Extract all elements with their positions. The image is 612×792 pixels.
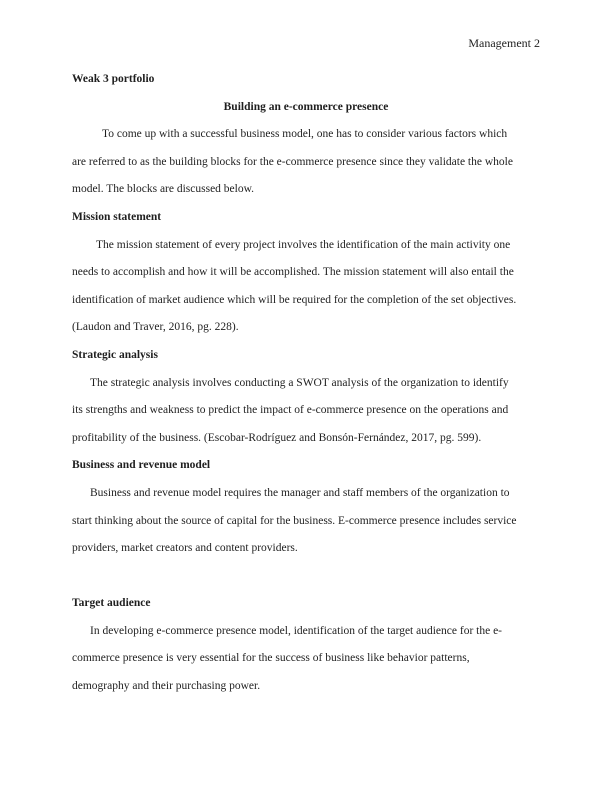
section-heading: Business and revenue model (72, 459, 211, 472)
paragraph-line: In developing e-commerce presence model, identification of the target audience for the e- (90, 624, 503, 637)
paragraph-line: start thinking about the source of capital for the business. E-commerce presence includes service (72, 514, 517, 527)
paragraph-line: its strengths and weakness to predict the impact of e-commerce presence on the operations and (72, 404, 509, 417)
intro-paragraph (72, 126, 540, 209)
document-body (72, 71, 540, 706)
paragraph-line: are referred to as the building blocks for the e-commerce presence since they validate the whole (72, 155, 513, 168)
section-paragraph (72, 237, 540, 347)
paragraph-line: needs to accomplish and how it will be accomplished. The mission statement will also entail the (72, 266, 514, 279)
paragraph-line: providers, market creators and content providers. (72, 542, 298, 555)
paragraph-line: identification of market audience which will be required for the completion of the set objectives. (72, 293, 517, 306)
section-heading: Mission statement (72, 210, 162, 223)
paragraph-line: The mission statement of every project involves the identification of the main activity one (96, 238, 511, 251)
paragraph-line: profitability of the business. (Escobar-Rodríguez and Bonsón-Fernández, 2017, pg. 599). (72, 431, 482, 444)
paragraph-line: commerce presence is very essential for the success of business like behavior patterns, (72, 652, 470, 665)
paragraph-line: To come up with a successful business model, one has to consider various factors which (102, 128, 508, 141)
document-title: Building an e-commerce presence (223, 100, 389, 113)
running-head: Management 2 (468, 36, 540, 50)
blank-line (72, 568, 540, 596)
portfolio-label: Weak 3 portfolio (72, 73, 155, 85)
section-heading: Strategic analysis (72, 348, 158, 361)
paragraph-line: Business and revenue model requires the manager and staff members of the organization to (90, 486, 510, 499)
section-paragraph (72, 375, 540, 458)
paragraph-line: The strategic analysis involves conducting a SWOT analysis of the organization to identify (90, 376, 509, 389)
section-heading: Target audience (72, 597, 151, 610)
section-paragraph (72, 485, 540, 568)
paragraph-line: model. The blocks are discussed below. (72, 183, 255, 196)
paragraph-line: (Laudon and Traver, 2016, pg. 228). (72, 321, 239, 334)
section-paragraph (72, 623, 540, 706)
paragraph-line: demography and their purchasing power. (72, 680, 261, 693)
